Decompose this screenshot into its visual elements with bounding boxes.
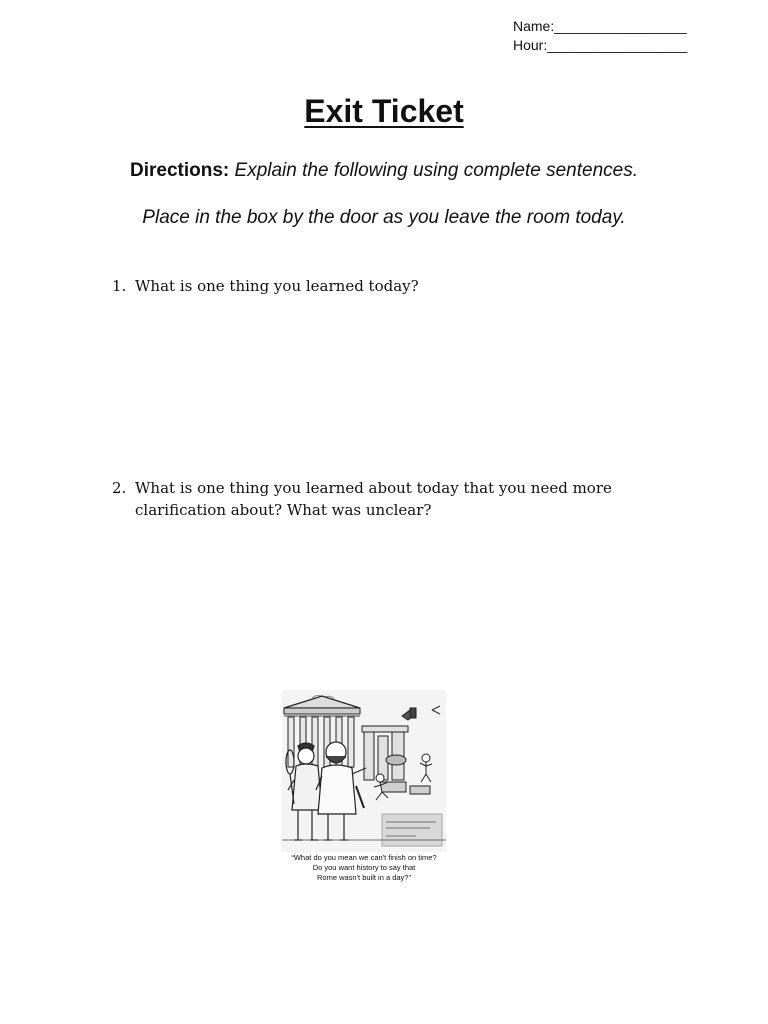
directions-label: Directions:	[130, 160, 230, 181]
question-text: What is one thing you learned about today that you need more clarification about? What was unclear?	[135, 479, 612, 519]
page-title: Exit Ticket	[304, 93, 464, 129]
name-field[interactable]: Name:_________________	[513, 18, 687, 34]
hour-field[interactable]: Hour:__________________	[513, 37, 688, 53]
caption-line: “What do you mean we can't finish on time?	[291, 853, 437, 862]
question-text: What is one thing you learned today?	[135, 277, 419, 295]
student-info-fields	[513, 17, 687, 55]
submission-instruction: Place in the box by the door as you leave the room today.	[142, 207, 626, 228]
caption-line: Rome wasn't built in a day?”	[317, 873, 411, 882]
question-1	[112, 275, 632, 297]
cartoon-caption	[272, 853, 456, 883]
question-number: 2.	[112, 479, 127, 497]
caption-line: Do you want history to say that	[312, 863, 416, 872]
directions-text: Explain the following using complete sentences.	[234, 160, 638, 181]
question-2	[112, 477, 632, 521]
question-number: 1.	[112, 277, 127, 295]
directions	[0, 160, 768, 182]
